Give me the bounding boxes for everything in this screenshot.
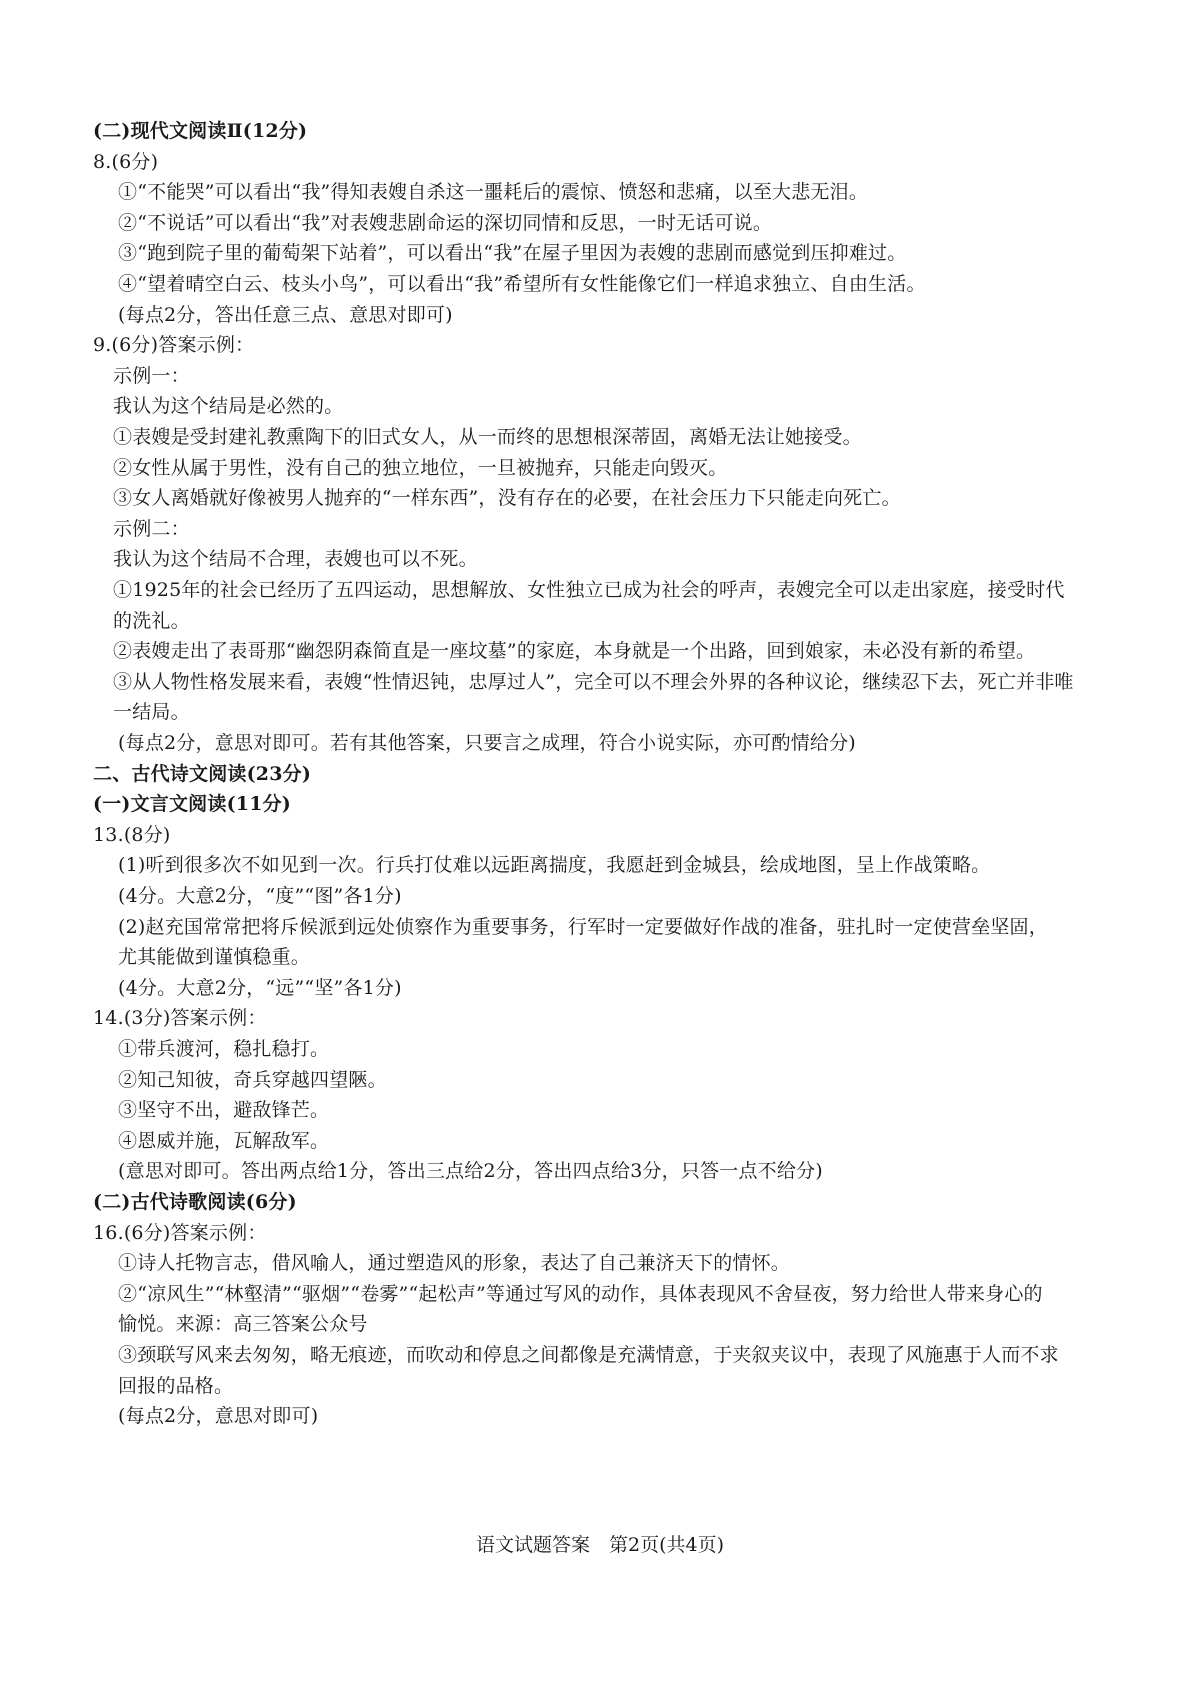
answer-line: ③“跑到院子里的葡萄架下站着”，可以看出“我”在屋子里因为表嫂的悲剧而感觉到压抑难过。 <box>118 242 907 265</box>
answer-line: (4分。大意2分，“远”“坚”各1分) <box>118 976 402 999</box>
answer-line: ④恩威并施，瓦解敌军。 <box>118 1129 330 1152</box>
answer-line: 13.(8分) <box>93 823 171 846</box>
answer-line: 14.(3分)答案示例： <box>93 1007 267 1030</box>
answer-line: (每点2分，意思对即可) <box>118 1405 319 1428</box>
section-heading: (二)现代文阅读Ⅱ(12分) <box>93 120 308 142</box>
answer-line: 9.(6分)答案示例： <box>93 334 255 357</box>
answer-line: ①诗人托物言志，借风喻人，通过塑造风的形象，表达了自己兼济天下的情怀。 <box>118 1252 791 1275</box>
answer-line: ④“望着晴空白云、枝头小鸟”，可以看出“我”希望所有女性能像它们一样追求独立、自由生活。 <box>118 273 926 295</box>
answer-line: 一结局。 <box>113 701 190 724</box>
answer-line: ③颈联写风来去匆匆，略无痕迹，而吹动和停息之间都像是充满情意，于夹叙夹议中，表现了风施惠于人而不求 <box>118 1344 1059 1366</box>
section-heading: (一)文言文阅读(11分) <box>93 793 291 816</box>
answer-line: 我认为这个结局是必然的。 <box>113 395 344 418</box>
answer-line: (每点2分，意思对即可。若有其他答案，只要言之成理，符合小说实际，亦可酌情给分) <box>118 732 856 754</box>
answer-line: ②“凉风生”“林壑清”“驱烟”“卷雾”“起松声”等通过写风的动作，具体表现风不舍昼夜，努力给世人带来身心的 <box>118 1282 1043 1305</box>
answer-line: 回报的品格。 <box>118 1374 234 1397</box>
answer-line: 示例一： <box>113 364 190 387</box>
answer-line: 尤其能做到谨慎稳重。 <box>118 946 311 969</box>
answer-line: ②表嫂走出了表哥那“幽怨阴森简直是一座坟墓”的家庭，本身就是一个出路，回到娘家，未必没有新的希望。 <box>113 640 1036 663</box>
section-heading: 二、古代诗文阅读(23分) <box>93 762 312 785</box>
answer-line: ①“不能哭”可以看出“我”得知表嫂自杀这一噩耗后的震惊、愤怒和悲痛，以至大悲无泪。 <box>118 181 869 204</box>
answer-line: ③坚守不出，避敌锋芒。 <box>118 1099 330 1122</box>
answer-line: ③从人物性格发展来看，表嫂“性情迟钝，忠厚过人”，完全可以不理会外界的各种议论，继续忍下去，死亡并非唯 <box>113 670 1074 693</box>
answer-line: ②女性从属于男性，没有自己的独立地位，一旦被抛弃，只能走向毁灭。 <box>113 456 728 479</box>
answer-line: ②“不说话”可以看出“我”对表嫂悲剧命运的深切同情和反思，一时无话可说。 <box>118 211 773 234</box>
answer-line: 愉悦。来源：高三答案公众号 <box>118 1313 368 1336</box>
answer-line: ①表嫂是受封建礼教熏陶下的旧式女人，从一而终的思想根深蒂固，离婚无法让她接受。 <box>113 426 862 448</box>
answer-line: ②知己知彼，奇兵穿越四望陿。 <box>118 1068 387 1091</box>
answer-line: 示例二： <box>113 517 190 540</box>
answer-line: 我认为这个结局不合理，表嫂也可以不死。 <box>113 548 478 571</box>
answer-line: 8.(6分) <box>93 150 159 173</box>
answer-line: 的洗礼。 <box>113 609 190 632</box>
answer-line: ①1925年的社会已经历了五四运动，思想解放、女性独立已成为社会的呼声，表嫂完全可以走出家庭，接受时代 <box>113 579 1065 601</box>
answer-line: ③女人离婚就好像被男人抛弃的“一样东西”，没有存在的必要，在社会压力下只能走向死亡。 <box>113 487 901 510</box>
page-footer: 语文试题答案 第2页(共4页) <box>475 1534 724 1556</box>
answer-line: (意思对即可。答出两点给1分，答出三点给2分，答出四点给3分，只答一点不给分) <box>118 1160 823 1183</box>
answer-line: (4分。大意2分，“度”“图”各1分) <box>118 885 402 907</box>
answer-line: 16.(6分)答案示例： <box>93 1221 267 1244</box>
answer-line: (每点2分，答出任意三点、意思对即可) <box>118 303 453 326</box>
answer-line: (1)听到很多次不如见到一次。行兵打仗难以远距离揣度，我愿赶到金城县，绘成地图，呈上作战策略。 <box>118 854 991 877</box>
answer-line: (2)赵充国常常把将斥候派到远处侦察作为重要事务，行军时一定要做好作战的准备，驻扎时一定使营垒坚固， <box>118 915 1048 938</box>
answer-line: ①带兵渡河，稳扎稳打。 <box>118 1038 330 1060</box>
section-heading: (二)古代诗歌阅读(6分) <box>93 1191 297 1213</box>
